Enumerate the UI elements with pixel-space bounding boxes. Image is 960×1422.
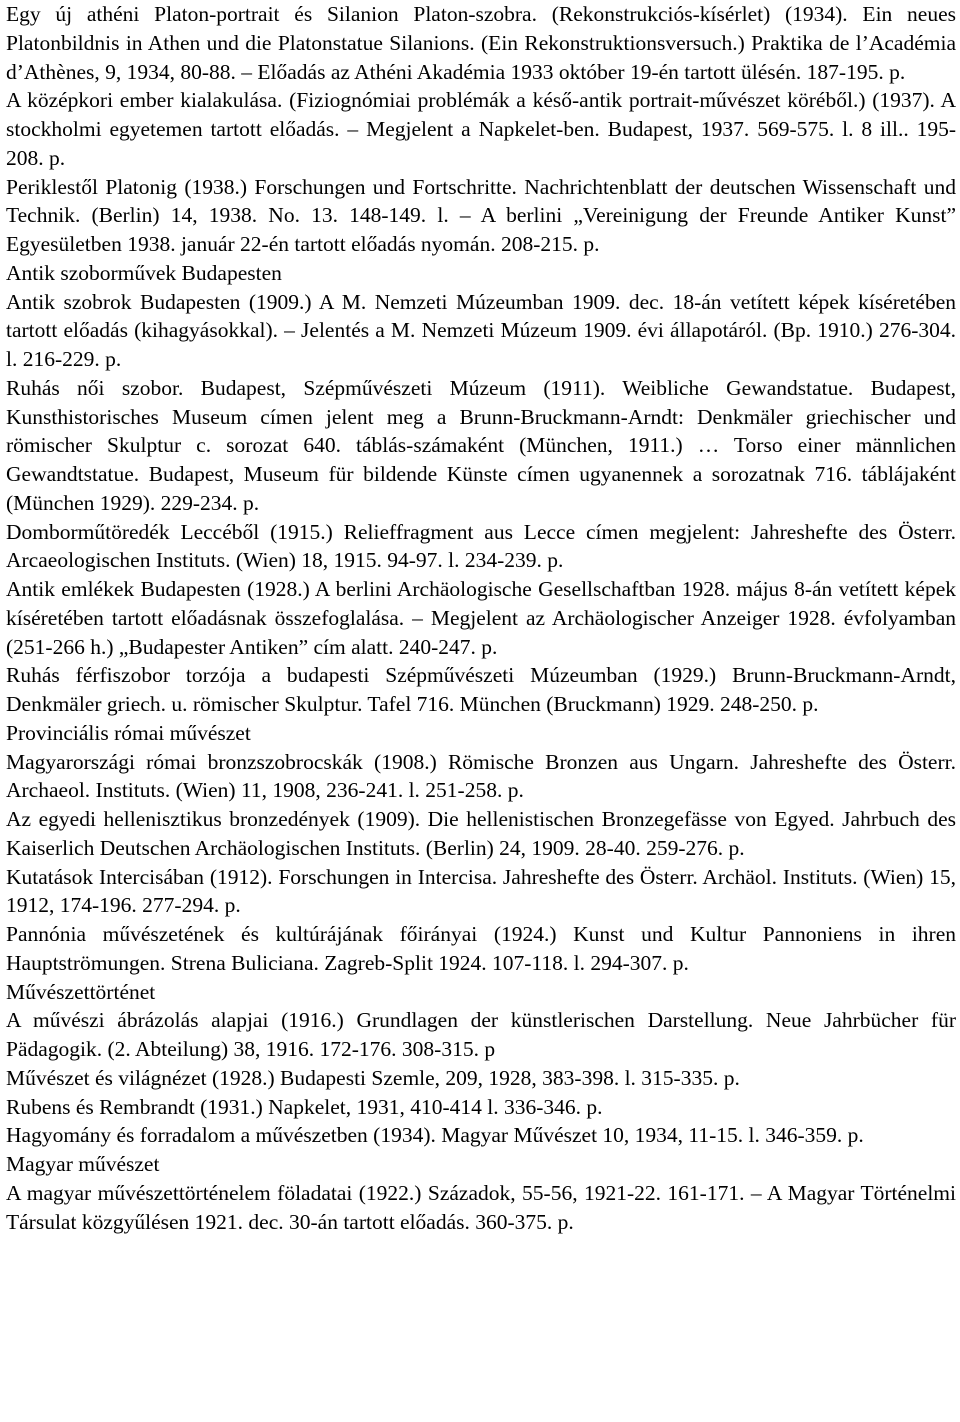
bibliography-entry: A középkori ember kialakulása. (Fiziognómiai problémák a késő-antik portrait-művészet köréből.) (1937). A stockholmi egyetemen tartott előadás. – Megjelent a Napkelet-ben. Budapest, 1937. 569-575. l. 8 ill.. 195-208. p. [6, 88, 956, 170]
bibliography-entry: Ruhás női szobor. Budapest, Szépművészeti Múzeum (1911). Weibliche Gewandstatue. Budapest, Kunsthistorisches Museum címen jelent meg a Brunn-Bruckmann-Arndt: Denkmäler griechischer und römischer Skulptur c. sorozat 640. táblás-számaként (München, 1911.) … Torso einer männlichen Gewandtstatue. Budapest, Museum für bildende Künste címen ugyanennek a sorozatnak 716. táblájaként (München 1929). 229-234. p. [6, 375, 956, 515]
bibliography-entry: Antik szobrok Budapesten (1909.) A M. Nemzeti Múzeumban 1909. dec. 18-án vetített képek kíséretében tartott előadás (kihagyásokkal). – Jelentés a M. Nemzeti Múzeum 1909. évi állapotáról. (Bp. 1910.) 276-304. l. 216-229. p. [6, 289, 956, 371]
bibliography-entry: A művészi ábrázolás alapjai (1916.) Grundlagen der künstlerischen Darstellung. Neue Jahrbücher für Pädagogik. (2. Abteilung) 38, 1916. 172-176. 308-315. p [6, 1008, 956, 1061]
section-heading: Művészettörténet [6, 979, 156, 1004]
bibliography-entry: Ruhás férfiszobor torzója a budapesti Szépművészeti Múzeumban (1929.) Brunn-Bruckmann-Arndt, Denkmäler griech. u. römischer Skulptur. Tafel 716. München (Bruckmann) 1929. 248-250. p. [6, 663, 956, 716]
bibliography-entry: Az egyedi hellenisztikus bronzedények (1909). Die hellenistischen Bronzegefässe von Egyed. Jahrbuch des Kaiserlich Deutschen Archäologischen Instituts. (Berlin) 24, 1909. 28-40. 259-276. p. [6, 807, 956, 860]
bibliography-entry: Egy új athéni Platon-portrait és Silanion Platon-szobra. (Rekonstrukciós-kísérlet) (1934). Ein neues Platonbildnis in Athen und die Platonstatue Silanions. (Ein Rekonstruktionsversuch.) Praktika de l’Académia d’Athènes, 9, 1934, 80-88. – Előadás az Athéni Akadémia 1933 október 19-én tartott ülésén. 187-195. p. [6, 2, 956, 84]
bibliography-entry: Periklestől Platonig (1938.) Forschungen und Fortschritte. Nachrichtenblatt der deutschen Wissenschaft und Technik. (Berlin) 14, 1938. No. 13. 148-149. l. – A berlini „Vereinigung der Freunde Antiker Kunst” Egyesületben 1938. január 22-én tartott előadás nyomán. 208-215. p. [6, 174, 956, 256]
section-heading: Antik szoborművek Budapesten [6, 260, 282, 285]
bibliography-entry: Hagyomány és forradalom a művészetben (1934). Magyar Művészet 10, 1934, 11-15. l. 346-359. p. [6, 1123, 864, 1148]
bibliography-entry: Kutatások Intercisában (1912). Forschungen in Intercisa. Jahreshefte des Österr. Archäol. Instituts. (Wien) 15, 1912, 174-196. 277-294. p. [6, 864, 956, 918]
section-heading: Magyar művészet [6, 1152, 160, 1176]
section-heading: Provinciális római művészet [6, 720, 251, 745]
bibliography-entry: A magyar művészettörténelem föladatai (1922.) Századok, 55-56, 1921-22. 161-171. – A Magyar Történelmi Társulat közgyűlésen 1921. dec. 30-án tartott előadás. 360-375. p. [6, 1180, 956, 1234]
bibliography-entry: Pannónia művészetének és kultúrájának főirányai (1924.) Kunst und Kultur Pannoniens in ihren Hauptströmungen. Strena Buliciana. Zagreb-Split 1924. 107-118. l. 294-307. p. [6, 922, 956, 975]
bibliography-entry: Domborműtöredék Leccéből (1915.) Relieffragment aus Lecce címen megjelent: Jahreshefte des Österr. Arcaeologischen Instituts. (Wien) 18, 1915. 94-97. l. 234-239. p. [6, 519, 956, 573]
bibliography-entry: Művészet és világnézet (1928.) Budapesti Szemle, 209, 1928, 383-398. l. 315-335. p. [6, 1065, 740, 1090]
bibliography-entry: Antik emlékek Budapesten (1928.) A berlini Archäologische Gesellschaftban 1928. május 8-án vetített képek kíséretében tartott előadásnak összefoglalása. – Megjelent az Archäologischer Anzeiger 1928. évfolyamban (251-266 h.) „Budapester Antiken” cím alatt. 240-247. p. [6, 577, 956, 659]
bibliography-entry: Magyarországi római bronzszobrocskák (1908.) Römische Bronzen aus Ungarn. Jahreshefte des Österr. Archaeol. Instituts. (Wien) 11, 1908, 236-241. l. 251-258. p. [6, 749, 956, 803]
document-body [6, 0, 956, 1236]
bibliography-entry: Rubens és Rembrandt (1931.) Napkelet, 1931, 410-414 l. 336-346. p. [6, 1094, 603, 1119]
